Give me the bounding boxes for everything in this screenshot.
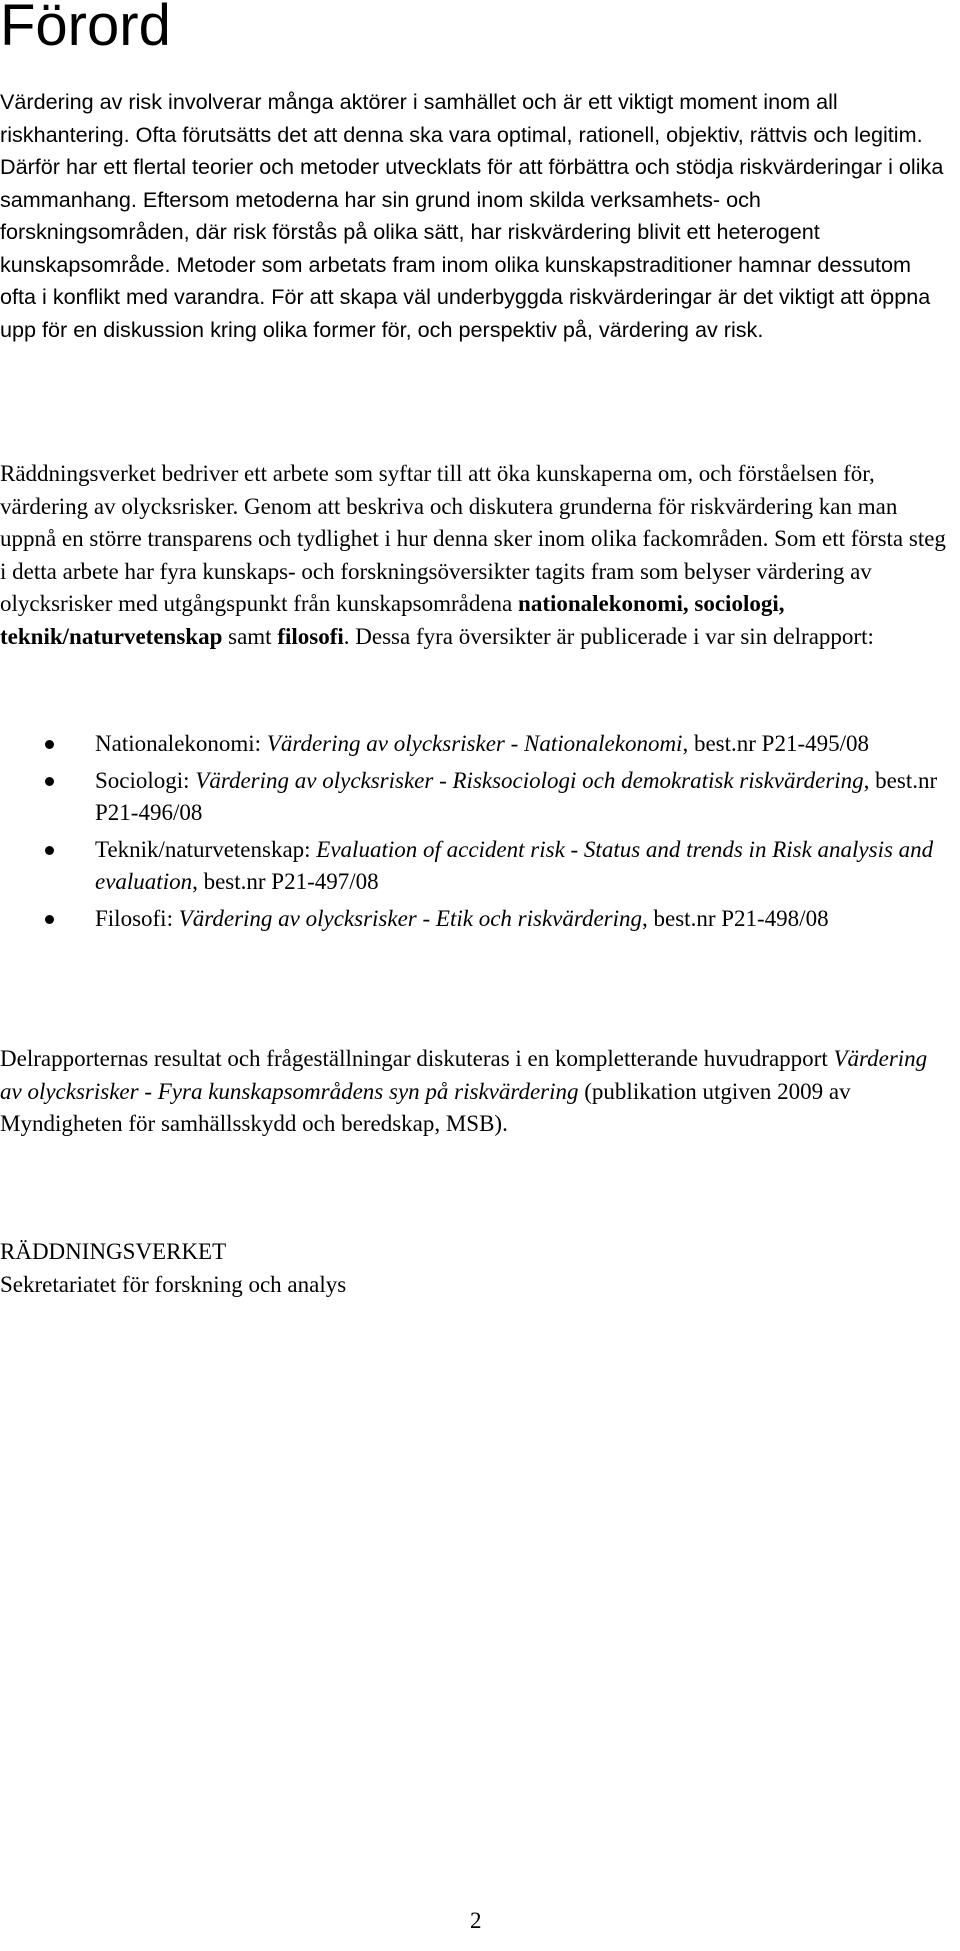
report-ref: , best.nr P21-496/08 xyxy=(95,767,938,825)
page-number: 2 xyxy=(470,1908,482,1933)
list-item xyxy=(0,728,952,761)
rv-text-2: samt xyxy=(222,623,278,649)
list-item xyxy=(0,834,952,899)
report-field: Filosofi: xyxy=(95,905,179,931)
report-ref: , best.nr P21-498/08 xyxy=(642,905,829,931)
list-item xyxy=(0,765,952,830)
summary-text-2: (publikation utgiven 2009 av Myndigheten för samhällsskydd och beredskap, MSB). xyxy=(0,1078,851,1136)
report-title: Värdering av olycksrisker - Etik och riskvärdering xyxy=(178,905,643,931)
page-title: Förord xyxy=(0,0,171,58)
report-ref: , best.nr P21-495/08 xyxy=(682,731,870,756)
report-title: Evaluation of accident risk - Status and trends in Risk analysis and evaluation xyxy=(95,836,934,894)
report-title: Värdering av olycksrisker - Nationalekonomi xyxy=(266,731,683,756)
report-title: Värdering av olycksrisker - Risksociologi och demokratisk riskvärdering xyxy=(195,767,864,793)
report-ref: , best.nr P21-497/08 xyxy=(192,869,379,894)
summary-text-1: Delrapporternas resultat och frågeställningar diskuteras i en kompletterande huvudrapport xyxy=(0,1046,834,1071)
report-field: Teknik/naturvetenskap: xyxy=(95,836,317,862)
report-list xyxy=(0,728,952,939)
bullet-icon xyxy=(45,740,54,749)
summary-paragraph xyxy=(0,1043,952,1141)
rv-text-3: . Dessa fyra översikter är publicerade i var sin delrapport: xyxy=(343,623,874,649)
main-report-title: Värdering av olycksrisker - Fyra kunskapsområdens syn på riskvärdering xyxy=(0,1046,928,1104)
organization-name: RÄDDNINGSVERKET xyxy=(0,1239,227,1264)
rv-bold-filosofi: filosofi xyxy=(277,623,344,649)
rv-paragraph xyxy=(0,458,952,653)
bullet-icon xyxy=(45,777,54,786)
rv-bold-fields: nationalekonomi, sociologi, teknik/naturvetenskap xyxy=(0,591,785,649)
list-item xyxy=(0,903,952,936)
bullet-icon xyxy=(45,846,54,855)
report-field: Sociologi: xyxy=(95,767,196,793)
intro-paragraph: Värdering av risk involverar många aktörer i samhället och är ett viktigt moment inom all riskhantering. Ofta förutsätts det att denna ska vara optimal, rationell, objektiv, rättvis och legitim. Därför har ett flertal teorier och metoder utvecklats för att förbättra och stödja riskvärderingar i olika sammanhang. Eftersom metoderna har sin grund inom skilda verksamhets- och forskningsområden, där risk förstås på olika sätt, har riskvärdering blivit ett heterogent kunskapsområde. Metoder som arbetats fram inom olika kunskapstraditioner hamnar dessutom ofta i konflikt med varandra. För att skapa väl underbyggda riskvärderingar är det viktigt att öppna upp för en diskussion kring olika former för, och perspektiv på, värdering av risk. xyxy=(0,89,944,342)
department-name: Sekretariatet för forskning och analys xyxy=(0,1271,347,1297)
bullet-icon xyxy=(45,915,54,924)
rv-text-1: Räddningsverket bedriver ett arbete som syftar till att öka kunskaperna om, och förståelsen för, värdering av olycksrisker. Genom att beskriva och diskutera grunderna för riskvärdering kan man uppnå en större transparens och tydlighet i hur denna sker inom olika fackområden. Som ett första steg i detta arbete har fyra kunskaps- och forskningsöversikter tagits fram som belyser värdering av olycksrisker med utgångspunkt från kunskapsområdena xyxy=(0,461,946,616)
report-field: Nationalekonomi: xyxy=(95,731,267,756)
signature-block xyxy=(0,1236,346,1301)
